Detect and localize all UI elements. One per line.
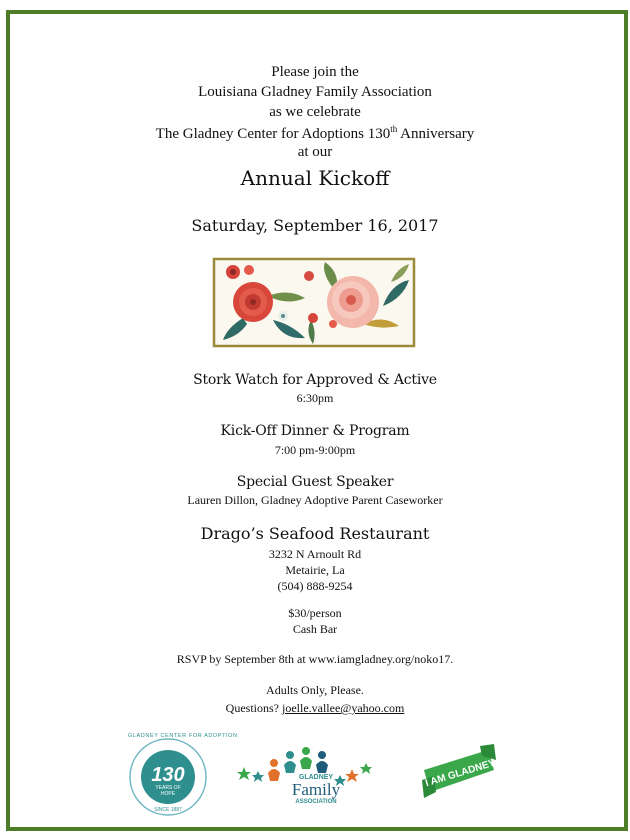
invite-line-1: Please join the (271, 64, 359, 80)
gladney-family-association-logo (234, 745, 374, 807)
questions-line (0, 701, 630, 716)
event-3-speaker: Lauren Dillon, Gladney Adoptive Parent Caseworker (187, 493, 443, 507)
gfa-sub-text: ASSOCIATION (295, 799, 337, 805)
rsvp-text: RSVP by September 8th at www.iamgladney.org/noko17. (176, 652, 454, 666)
questions-label: Questions? (225, 701, 282, 715)
invite-line-5: at our (297, 144, 333, 160)
event-title: Annual Kickoff (240, 166, 390, 190)
venue-city: Metairie, La (285, 563, 345, 577)
event-2-heading: Kick-Off Dinner & Program (220, 423, 410, 439)
event-1-time: 6:30pm (296, 391, 334, 405)
invite-line-4-post: Anniversary (397, 126, 475, 142)
invite-line-3: as we celebrate (269, 104, 361, 120)
invite-line-2: Louisiana Gladney Family Association (198, 84, 432, 100)
event-1-heading: Stork Watch for Approved & Active (193, 372, 437, 388)
email-link[interactable]: joelle.vallee@yahoo.com (281, 701, 405, 715)
event-2-time: 7:00 pm-9:00pm (274, 443, 356, 457)
i-am-gladney-logo (420, 740, 500, 802)
floral-illustration (213, 258, 415, 347)
cash-bar: Cash Bar (292, 622, 338, 636)
iam-gladney-text: I AM GLADNEY (424, 757, 497, 790)
anniv-hope: HOPE (160, 791, 176, 797)
anniv-ring-text: GLADNEY CENTER FOR ADOPTION (128, 733, 238, 739)
invite-line-4 (0, 124, 630, 143)
anniv-number: 130 (151, 764, 185, 786)
event-3-heading: Special Guest Speaker (236, 474, 394, 490)
gfa-top-text: GLADNEY (298, 774, 334, 781)
anniversary-130-logo (128, 733, 238, 817)
gfa-main-text: Family (291, 780, 341, 799)
anniv-since: SINCE 1887 (154, 807, 182, 813)
adults-only: Adults Only, Please. (266, 683, 364, 697)
venue-phone: (504) 888-9254 (277, 579, 353, 593)
price: $30/person (288, 606, 342, 620)
event-date: Saturday, September 16, 2017 (191, 216, 439, 235)
anniv-years: YEARS OF (155, 785, 181, 791)
invite-line-4-text: The Gladney Center for Adoptions 130 (155, 126, 391, 142)
venue-street: 3232 N Arnoult Rd (268, 547, 362, 561)
invite-line-4-sup: th (390, 124, 398, 134)
venue-name: Drago’s Seafood Restaurant (200, 524, 430, 543)
